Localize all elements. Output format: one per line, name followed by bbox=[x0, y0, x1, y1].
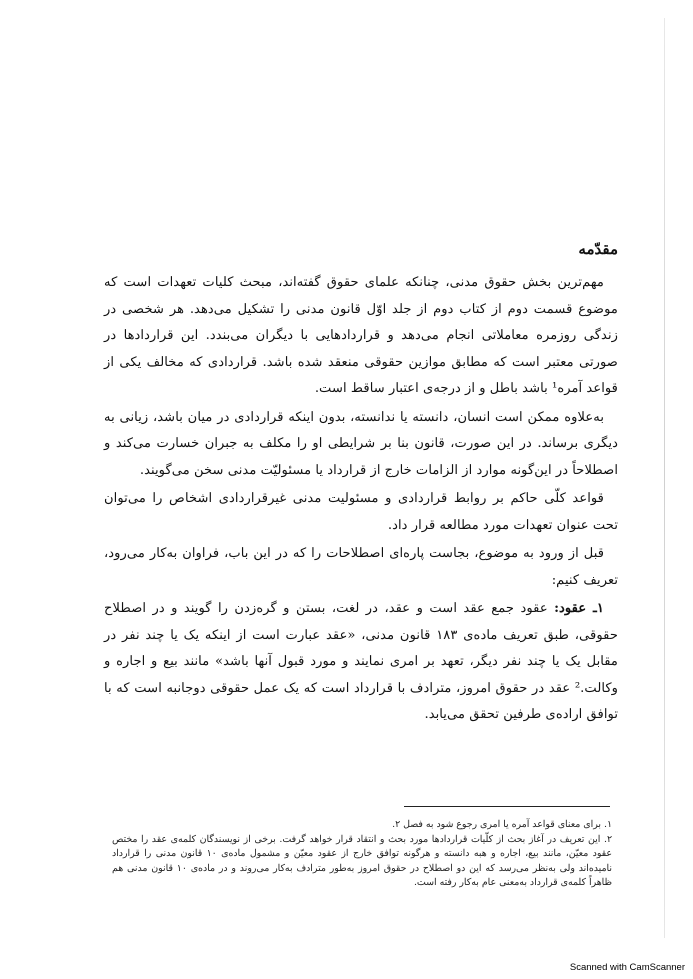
section-heading: مقدّمه bbox=[578, 240, 618, 258]
body-text bbox=[104, 240, 618, 729]
scan-edge-shadow bbox=[664, 18, 665, 938]
paragraph-text: مهم‌ترین بخش حقوق مدنی، چنانکه علمای حقوق گفته‌اند، مبحث کلیات تعهدات است که موضوع قسمت دوم از کتاب دوم از جلد اوّل قانون مدنی را تشکیل می‌دهد. هر شخصی در زندگی روزمره معاملاتی انجام می‌دهد و قراردادهایی با دیگران می‌بندد. این قراردادها در صورتی معتبر است که مطابق موازین حقوقی منعقد شده باشد. قراردادی که مخالف یکی از قواعد آمره¹ باشد باطل و از درجه‌ی اعتبار ساقط است. bbox=[104, 275, 618, 396]
paragraph-text: به‌علاوه ممکن است انسان، دانسته یا ندانسته، بدون اینکه قراردادی در میان باشد، زیانی به دیگری برساند. در این صورت، قانون بنا بر شرایطی او را مکلف به جبران خسارت می‌کند و اصطلاحاً در این‌گونه موارد از الزامات خارج از قرارداد یا مسئولیّت مدنی سخن می‌گویند. bbox=[104, 409, 618, 478]
scanner-watermark: Scanned with CamScanner bbox=[569, 962, 685, 973]
footnote-divider bbox=[404, 806, 610, 807]
footnote-2: ۲. این تعریف در آغاز بحث از کلّیات قراردادها مورد بحث و انتقاد قرار خواهد گرفت. برخی از نویسندگان کلمه‌ی عقد را مختص عقود معیّن، مانند بیع، اجاره و هبه دانسته و هرگونه توافق خارج از عقود معیّن و مشمول ماده‌ی ۱۰ قانون مدنی را قرارداد نامیده‌اند ولی به‌نظر می‌رسد که این دو اصطلاح در حقوق امروز به‌طور مترادف به‌کار می‌روند و در ماده‌ی ۱۰ قانون مدنی هم ظاهراً کلمه‌ی قرارداد به‌معنی عام به‌کار رفته است. bbox=[112, 833, 613, 889]
paragraph-lead: ۱ـ عقود: bbox=[554, 601, 604, 616]
paragraph-2 bbox=[104, 405, 618, 485]
paragraph-3 bbox=[104, 486, 618, 539]
footnotes bbox=[112, 818, 612, 891]
paragraph-text: قبل از ورود به موضوع، بجاست پاره‌ای اصطلاحات را که در این باب، فراوان به‌کار می‌رود، تعریف کنیم: bbox=[104, 546, 618, 588]
paragraph-4 bbox=[104, 541, 618, 594]
paragraph-text: عقود جمع عقد است و عقد، در لغت، بستن و گره‌زدن را گویند و در اصطلاح حقوقی، طبق تعریف ماده‌ی ۱۸۳ قانون مدنی، «عقد عبارت است از اینکه یک یا چند نفر در مقابل یک یا چند نفر دیگر، تعهد بر امری نمایند و مورد قبول آنها باشد» مانند بیع و اجاره و وکالت.² عقد در حقوق امروز، مترادف با قرارداد است که یک عمل حقوقی دوجانبه است که با توافق اراده‌ی طرفین تحقق می‌یابد. bbox=[104, 601, 618, 722]
paragraph-text: قواعد کلّی حاکم بر روابط قراردادی و مسئولیت مدنی غیرقراردادی اشخاص را می‌توان تحت عنوان تعهدات مورد مطالعه قرار داد. bbox=[104, 491, 618, 533]
paragraph-1 bbox=[104, 270, 618, 403]
footnote-1: ۱. برای معنای قواعد آمره یا امری رجوع شود به فصل ۲. bbox=[392, 819, 612, 830]
paragraph-5 bbox=[104, 596, 618, 729]
